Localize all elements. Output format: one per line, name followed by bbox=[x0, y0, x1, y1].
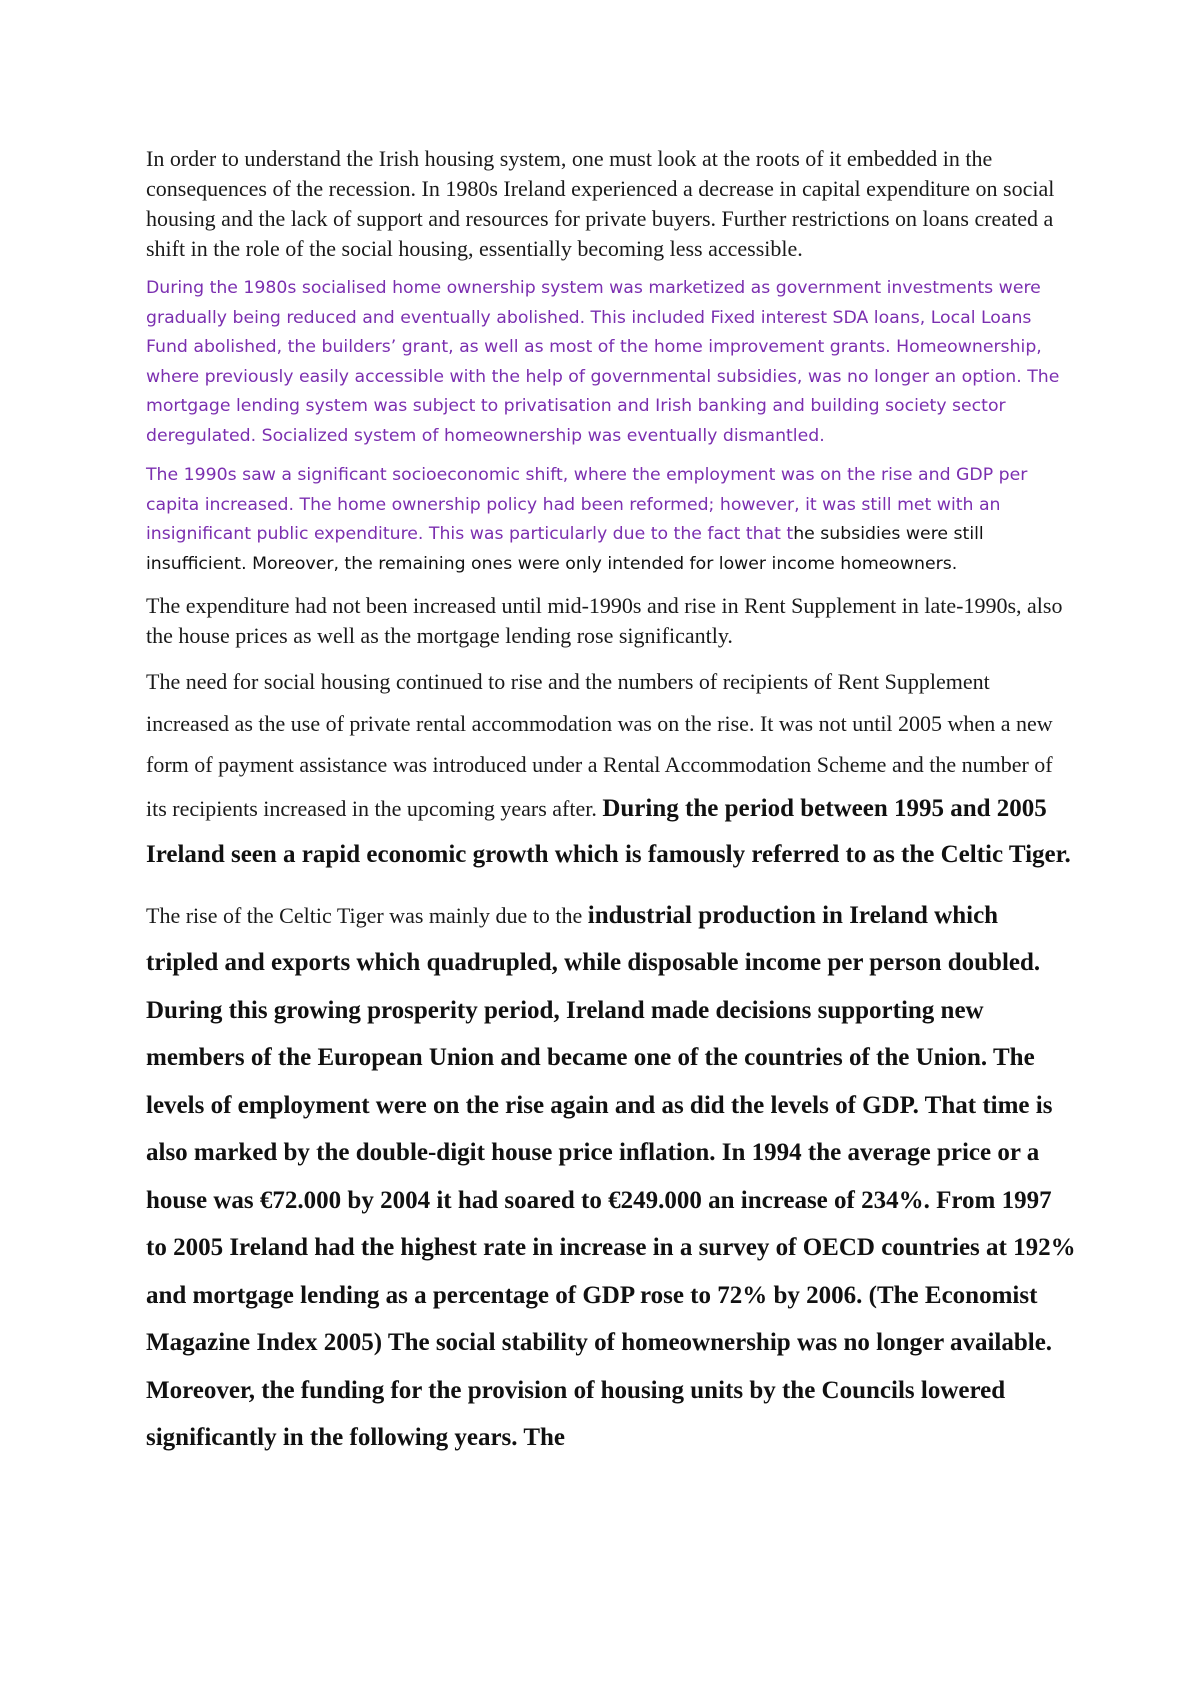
paragraph-1990s-shift bbox=[146, 461, 1076, 579]
paragraph-social-housing-need bbox=[146, 661, 1076, 878]
paragraph-social-housing-need-text: The need for social housing continued to rise and the numbers of recipients of Rent Supplement increased as the use of private rental accommodation was on the rise. It was not until 2005 when a new form of payment assistance was introduced under a Rental Accommodation Scheme and the number of its recipients increased in the upcoming years after. bbox=[146, 669, 1053, 821]
paragraph-celtic-tiger-bold: During the period between 1995 and 2005 Ireland seen a rapid economic growth which is famously referred to as the Celtic Tiger. bbox=[146, 794, 1071, 868]
paragraph-1990s-shift-purple-text: The 1990s saw a significant socioeconomic shift, where the employment was on the rise and GDP per capita increased. The home ownership policy had been reformed; however, it was still met with an insignificant public expenditure. This was particularly due to the fact that t bbox=[146, 465, 1028, 544]
paragraph-recession-roots: In order to understand the Irish housing system, one must look at the roots of it embedded in the consequences of the recession. In 1980s Ireland experienced a decrease in capital expenditure on social housing and the lack of support and resources for private buyers. Further restrictions on loans created a shift in the role of the social housing, essentially becoming less accessible. bbox=[146, 146, 1055, 261]
paragraph-celtic-tiger-rise-bold: industrial production in Ireland which tripled and exports which quadrupled, while disposable income per person doubled. During this growing prosperity period, Ireland made decisions supporting new members of the European Union and became one of the countries of the Union. The levels of employment were on the rise again and as did the levels of GDP. That time is also marked by the double-digit house price inflation. In 1994 the average price or a house was €72.000 by 2004 it had soared to €249.000 an increase of 234%. From 1997 to 2005 Ireland had the highest rate in increase in a survey of OECD countries at 192% and mortgage lending as a percentage of GDP rose to 72% by 2006. (The Economist Magazine Index 2005) The social stability of homeownership was no longer available. Moreover, the funding for the provision of housing units by the Councils lowered significantly in the following years. The bbox=[146, 901, 1076, 1451]
paragraph-celtic-tiger-rise-intro: The rise of the Celtic Tiger was mainly due to the bbox=[146, 902, 588, 928]
paragraph-1990s-shift-black-text: he subsidies were still insufficient. Moreover, the remaining ones were only intended for lower income homeowners. bbox=[146, 524, 984, 574]
paragraph-expenditure: The expenditure had not been increased until mid-1990s and rise in Rent Supplement in late-1990s, also the house prices as well as the mortgage lending rose significantly. bbox=[146, 593, 1063, 648]
document-body bbox=[146, 144, 1076, 1462]
paragraph-celtic-tiger-rise bbox=[146, 892, 1076, 1462]
paragraph-1980s-marketization: During the 1980s socialised home ownership system was marketized as government investments were gradually being reduced and eventually abolished. This included Fixed interest SDA loans, Local Loans Fund abolished, the builders’ grant, as well as most of the home improvement grants. Homeownership, where previously easily accessible with the help of governmental subsidies, was no longer an option. The mortgage lending system was subject to privatisation and Irish banking and building society sector deregulated. Socialized system of homeownership was eventually dismantled. bbox=[146, 278, 1060, 446]
